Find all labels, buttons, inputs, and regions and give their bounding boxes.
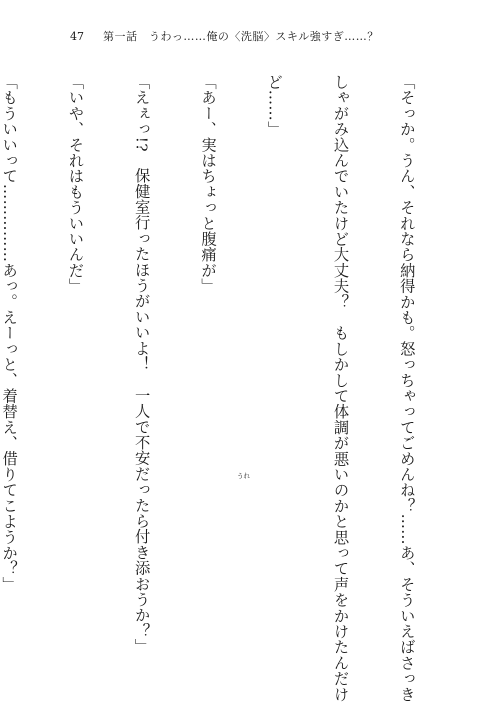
running-title: 第一話 うわっ……俺の〈洗脳〉スキル強すぎ……？ [103,30,379,43]
text-line: 「いや、それはもういいんだ」 [66,74,85,294]
text-line: 「あー、実はちょっと腹痛が」 [198,74,217,294]
text-line: しゃがみ込んでいたけど大丈夫？ もしかして体調が悪いのかと思って声をかけたんだけ [331,74,350,702]
text-line: 「そっか。うん、それなら納得かも。怒っちゃってごめんね？……あ、そういえばさっき [397,74,416,702]
text-line: 「もういいって……………あっ。えーっと、着替え、借りてこようか？」 [0,74,19,593]
ruby-annotation: うれ [237,472,250,480]
page-number: 47 [70,30,84,43]
novel-body-text [0,74,462,702]
text-line: ど……」 [265,74,284,137]
text-line: 「えぇっ!? 保健室行ったほうがいいよ！ 一人で不安だったら付き添おうか？」 [132,74,151,655]
